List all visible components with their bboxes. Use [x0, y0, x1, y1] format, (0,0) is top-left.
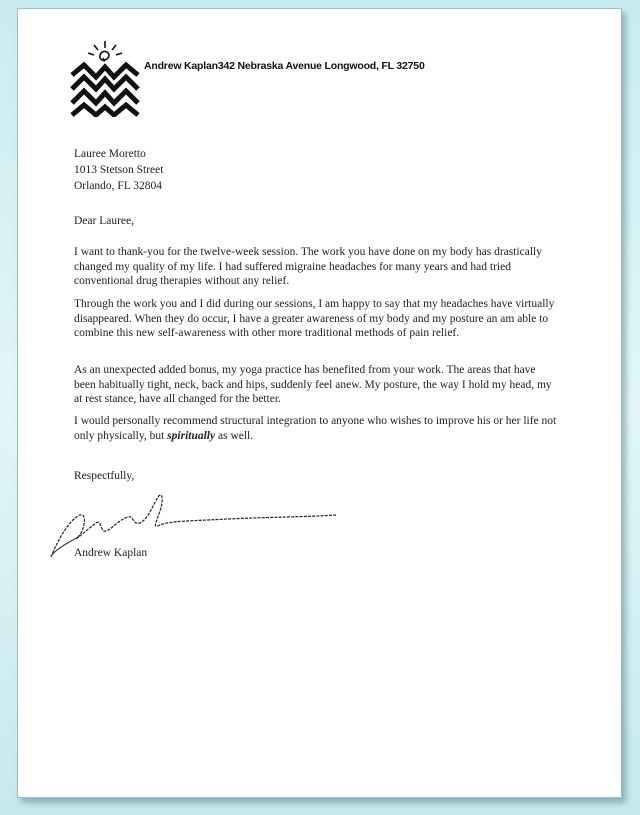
signer-name: Andrew Kaplan — [74, 547, 148, 559]
letter-page — [17, 8, 622, 798]
paragraph-line — [74, 429, 594, 444]
recipient-street: 1013 Stetson Street — [74, 164, 164, 176]
text-run: only physically, but — [74, 429, 168, 442]
paragraph-line: As an unexpected added bonus, my yoga practice has benefited from your work. The areas that have — [74, 364, 536, 376]
recipient-name: Lauree Moretto — [74, 148, 146, 160]
paragraph-4 — [74, 414, 594, 443]
closing: Respectfully, — [74, 470, 135, 482]
paragraph-line: I would personally recommend structural integration to anyone who wishes to improve his or her life not — [74, 415, 557, 427]
paragraph-line: changed my quality of my life. I had suffered migraine headaches for many years and had tried — [74, 260, 511, 273]
text-run: as well. — [215, 429, 254, 442]
paragraph-1 — [74, 245, 594, 289]
paragraph-line: Through the work you and I did during our sessions, I am happy to say that my headaches have virtually — [74, 298, 555, 310]
paragraph-line: I want to thank-you for the twelve-week session. The work you have done on my body has drastically — [74, 246, 542, 258]
salutation: Dear Lauree, — [74, 215, 135, 227]
emphasis-spiritually: spiritually — [167, 429, 216, 442]
paragraph-3 — [74, 363, 594, 407]
paragraph-line: disappeared. When they do occur, I have a greater awareness of my body and my posture an am able to — [74, 312, 549, 325]
paragraph-line: combine this new self-awareness with other more traditional methods of pain relief. — [74, 327, 460, 339]
paragraph-2 — [74, 297, 594, 341]
recipient-city: Orlando, FL 32804 — [74, 180, 163, 192]
letterhead-address: Andrew Kaplan342 Nebraska Avenue Longwood, FL 32750 — [144, 60, 425, 72]
paragraph-line: at rest stance, have all changed for the better. — [74, 393, 281, 405]
paragraph-line: been habitually tight, neck, back and hips, suddenly feel anew. My posture, the way I hold my head, my — [74, 378, 552, 391]
sun-mountains-logo-icon — [70, 39, 140, 117]
recipient-address — [74, 146, 163, 194]
paragraph-line: conventional drug therapies without any relief. — [74, 275, 290, 287]
